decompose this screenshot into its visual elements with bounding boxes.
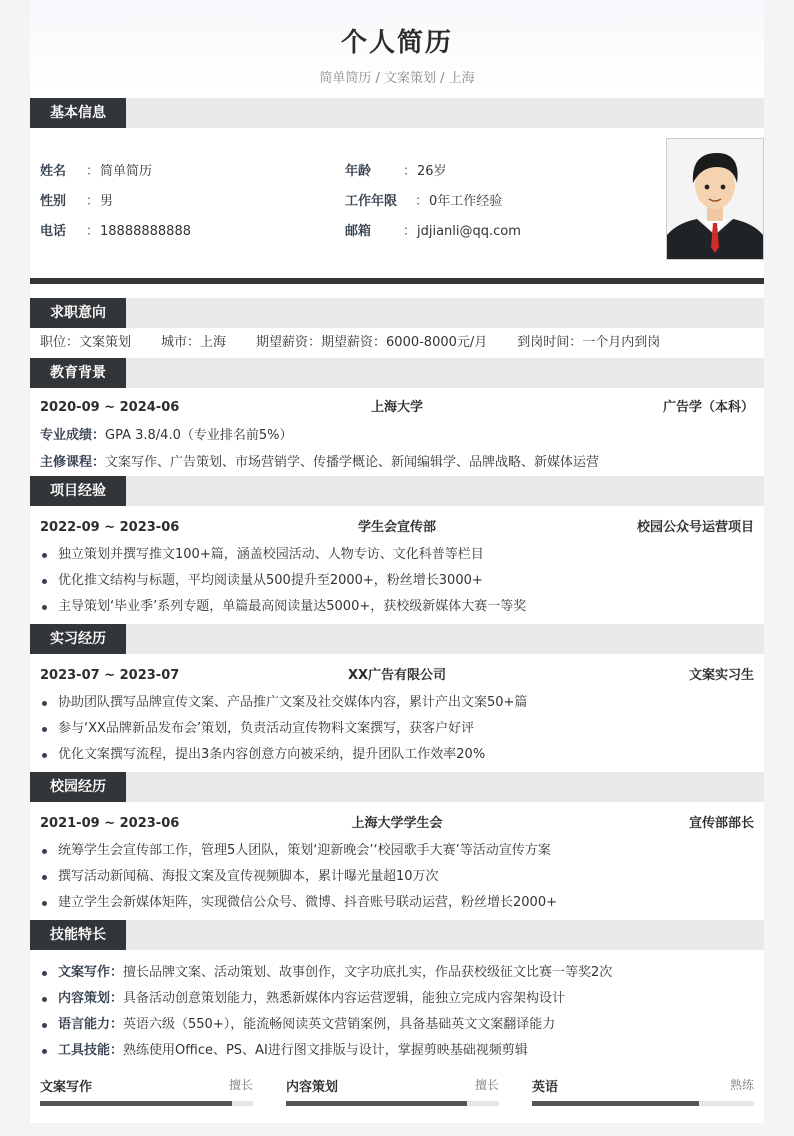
info-value: 26岁 <box>417 164 447 179</box>
skill-bars <box>30 1076 764 1136</box>
basic-info <box>30 128 764 278</box>
section-title: 教育背景 <box>30 358 126 388</box>
line-value: GPA 3.8/4.0（专业排名前5%） <box>105 428 293 443</box>
section-divider <box>30 278 764 284</box>
avatar-photo <box>666 138 764 260</box>
intent-city: 城市：上海 <box>161 335 227 350</box>
info-colon: ： <box>86 164 100 179</box>
info-age <box>345 160 447 179</box>
intent-arrival: 到岗时间：一个月内到岗 <box>517 335 661 350</box>
info-colon: ： <box>403 224 417 239</box>
skill-bar-name: 英语 <box>532 1080 559 1095</box>
section-title: 技能特长 <box>30 920 126 950</box>
skill-bar-name: 文案写作 <box>40 1080 93 1095</box>
skill-bar-planning <box>286 1076 499 1106</box>
section-header-skills <box>30 920 764 950</box>
skill-desc: 英语六级（550+），能流畅阅读英文营销案例，具备基础英文文案翻译能力 <box>123 1017 556 1032</box>
entry-role: 广告学（本科） <box>662 400 754 415</box>
section-title: 求职意向 <box>30 298 126 328</box>
project-list <box>30 542 764 620</box>
entry-org: 学生会宣传部 <box>357 520 436 535</box>
education-head <box>30 394 764 422</box>
section-title: 项目经验 <box>30 476 126 506</box>
skill-bar-track <box>40 1101 253 1106</box>
skill-bar-fill <box>532 1101 699 1106</box>
section-title: 校园经历 <box>30 772 126 802</box>
info-colon: ： <box>86 224 100 239</box>
info-label: 电话 <box>40 224 67 239</box>
skills-list <box>30 960 764 1064</box>
page-subtitle: 简单简历 / 文案策划 / 上海 <box>319 71 475 86</box>
info-value: 简单简历 <box>100 164 153 179</box>
education-gpa <box>30 422 764 449</box>
list-item: 协助团队撰写品牌宣传文案、产品推广文案及社交媒体内容，累计产出文案50+篇 <box>40 690 764 716</box>
list-item: 参与‘XX品牌新品发布会’策划，负责活动宣传物料文案撰写，获客户好评 <box>40 716 764 742</box>
info-label: 姓名 <box>40 164 67 179</box>
skill-desc: 擅长品牌文案、活动策划、故事创作，文字功底扎实，作品获校级征文比赛一等奖2次 <box>123 965 613 980</box>
entry-role: 校园公众号运营项目 <box>636 520 754 535</box>
section-header-intent <box>30 298 764 328</box>
skill-label: 工具技能： <box>58 1043 124 1058</box>
skill-bar-fill <box>40 1101 232 1106</box>
entry-org: 上海大学 <box>370 400 423 415</box>
list-item <box>40 1038 764 1064</box>
info-value: 男 <box>100 194 114 209</box>
skill-label: 文案写作： <box>58 965 124 980</box>
section-header-campus <box>30 772 764 802</box>
entry-role: 宣传部部长 <box>688 816 754 831</box>
line-label: 专业成绩： <box>40 428 106 443</box>
info-colon: ： <box>415 194 429 209</box>
info-label: 性别 <box>40 194 67 209</box>
info-value: 18888888888 <box>100 224 191 239</box>
info-label: 年龄 <box>345 164 372 179</box>
skill-bar-name: 内容策划 <box>286 1080 339 1095</box>
avatar-illustration <box>667 139 763 259</box>
skill-label: 语言能力： <box>58 1017 124 1032</box>
skill-bar-track <box>532 1101 754 1106</box>
internship-head <box>30 662 764 690</box>
entry-role: 文案实习生 <box>688 668 754 683</box>
skill-bar-english <box>532 1076 754 1106</box>
section-title: 基本信息 <box>30 98 126 128</box>
skill-desc: 熟练使用Office、PS、AI进行图文排版与设计，掌握剪映基础视频剪辑 <box>123 1043 528 1058</box>
project-head <box>30 514 764 542</box>
list-item: 撰写活动新闻稿、海报文案及宣传视频脚本，累计曝光量超10万次 <box>40 864 764 890</box>
page-title: 个人简历 <box>340 28 453 58</box>
education-courses <box>30 449 764 476</box>
info-name <box>40 160 152 179</box>
list-item <box>40 986 764 1012</box>
line-label: 主修课程： <box>40 455 106 470</box>
info-value: 0年工作经验 <box>429 194 503 209</box>
internship-list <box>30 690 764 768</box>
info-phone <box>40 220 191 239</box>
job-intent <box>30 328 764 358</box>
intent-position: 职位：文案策划 <box>40 335 132 350</box>
info-value: jdjianli@qq.com <box>417 224 521 239</box>
section-header-project <box>30 476 764 506</box>
skill-bar-level: 擅长 <box>474 1078 499 1092</box>
section-title: 实习经历 <box>30 624 126 654</box>
resume-header <box>30 0 764 90</box>
info-colon: ： <box>403 164 417 179</box>
entry-date: 2021-09 ~ 2023-06 <box>40 816 180 831</box>
entry-date: 2023-07 ~ 2023-07 <box>40 668 180 683</box>
skill-bar-track <box>286 1101 499 1106</box>
skill-bar-level: 熟练 <box>729 1078 754 1092</box>
section-header-internship <box>30 624 764 654</box>
info-email <box>345 220 521 239</box>
skill-bar-fill <box>286 1101 467 1106</box>
skill-bar-writing <box>40 1076 253 1106</box>
list-item: 统筹学生会宣传部工作，管理5人团队，策划‘迎新晚会’‘校园歌手大赛’等活动宣传方案 <box>40 838 764 864</box>
list-item <box>40 960 764 986</box>
skill-desc: 具备活动创意策划能力，熟悉新媒体内容运营逻辑，能独立完成内容架构设计 <box>123 991 566 1006</box>
info-gender <box>40 190 113 209</box>
info-label: 邮箱 <box>345 224 372 239</box>
list-item: 建立学生会新媒体矩阵，实现微信公众号、微博、抖音账号联动运营，粉丝增长2000+ <box>40 890 764 916</box>
list-item: 优化推文结构与标题，平均阅读量从500提升至2000+，粉丝增长3000+ <box>40 568 764 594</box>
intent-salary: 期望薪资：期望薪资：6000-8000元/月 <box>256 335 488 350</box>
list-item: 优化文案撰写流程，提出3条内容创意方向被采纳，提升团队工作效率20% <box>40 742 764 768</box>
entry-org: XX广告有限公司 <box>347 668 447 683</box>
list-item: 独立策划并撰写推文100+篇，涵盖校园活动、人物专访、文化科普等栏目 <box>40 542 764 568</box>
section-header-basic <box>30 98 764 128</box>
skill-label: 内容策划： <box>58 991 124 1006</box>
resume-page <box>30 0 764 1123</box>
entry-org: 上海大学学生会 <box>351 816 443 831</box>
info-colon: ： <box>86 194 100 209</box>
entry-date: 2022-09 ~ 2023-06 <box>40 520 180 535</box>
campus-head <box>30 810 764 838</box>
list-item: 主导策划‘毕业季’系列专题，单篇最高阅读量达5000+，获校级新媒体大赛一等奖 <box>40 594 764 620</box>
list-item <box>40 1012 764 1038</box>
section-header-education <box>30 358 764 388</box>
campus-list <box>30 838 764 916</box>
entry-date: 2020-09 ~ 2024-06 <box>40 400 180 415</box>
skill-bar-level: 擅长 <box>228 1078 253 1092</box>
line-value: 文案写作、广告策划、市场营销学、传播学概论、新闻编辑学、品牌战略、新媒体运营 <box>105 455 600 470</box>
info-label: 工作年限 <box>345 194 398 209</box>
info-years <box>345 190 502 209</box>
